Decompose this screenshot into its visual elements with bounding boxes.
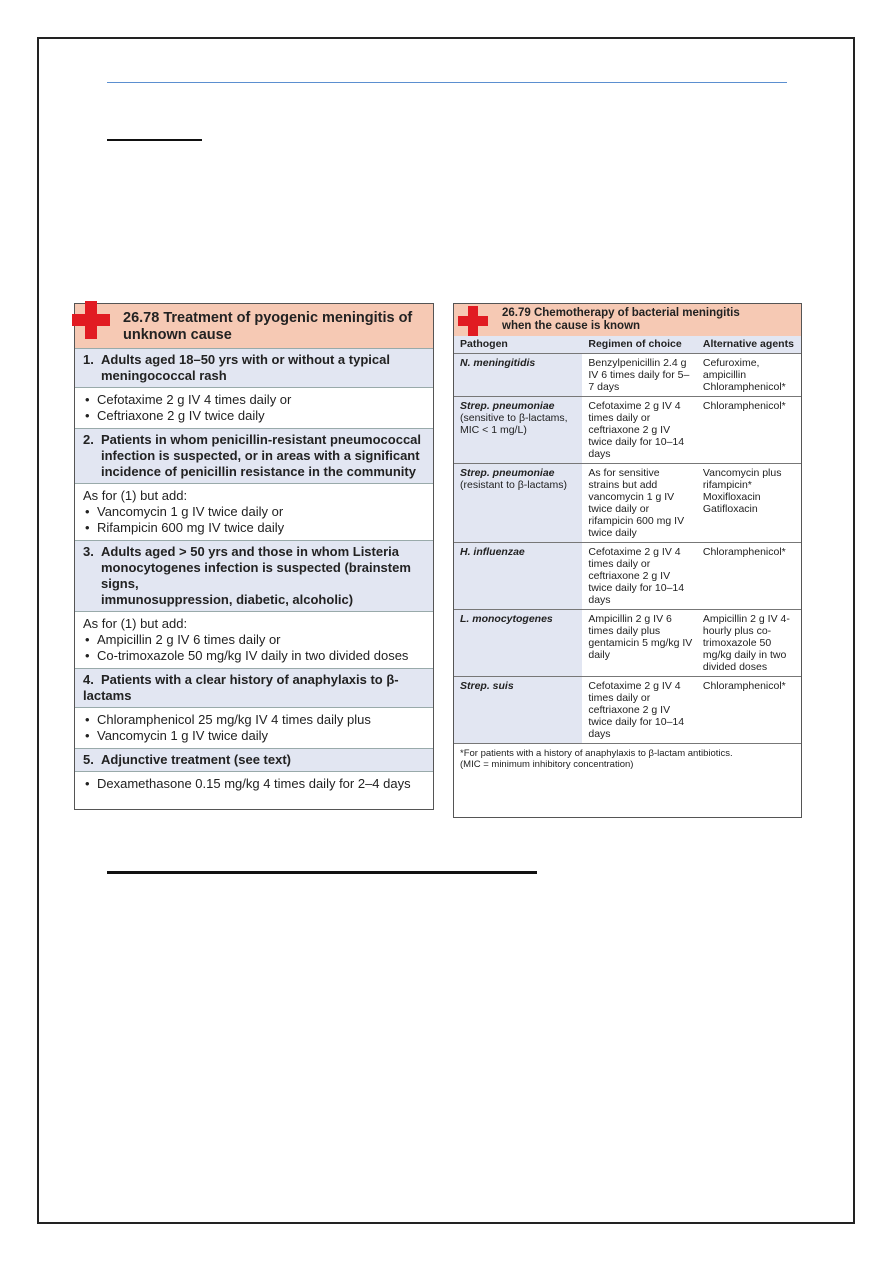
- section-body: [75, 387, 433, 428]
- section-number: 4.: [83, 672, 94, 687]
- treatment-table-unknown-cause: [74, 303, 434, 810]
- section-heading-text: Adults aged 18–50 yrs with or without a typical: [101, 352, 390, 367]
- heading-underline: [107, 871, 537, 874]
- list-item: • Cefotaxime 2 g IV 4 times daily or: [83, 392, 425, 408]
- list-item: • Ceftriaxone 2 g IV twice daily: [83, 408, 425, 424]
- red-cross-icon: [72, 301, 110, 339]
- column-header: Pathogen: [454, 336, 582, 354]
- list-item: • Vancomycin 1 g IV twice daily or: [83, 504, 425, 520]
- red-cross-icon: [458, 306, 488, 336]
- regimen-cell: Cefotaxime 2 g IV 4 times daily or ceftriaxone 2 g IV twice daily for 10–14 days: [582, 677, 697, 744]
- pathogen-cell: [454, 354, 582, 397]
- section-number: 1.: [83, 352, 94, 367]
- pathogen-name: N. meningitidis: [460, 357, 536, 369]
- table-title-line: 26.78 Treatment of pyogenic meningitis of: [123, 310, 413, 326]
- table-title-line: 26.79 Chemotherapy of bacterial meningitis: [502, 307, 740, 319]
- section-body: [75, 707, 433, 748]
- header-rule: [107, 82, 787, 83]
- alternative-cell: Chloramphenicol*: [697, 677, 801, 744]
- pathogen-cell: [454, 397, 582, 464]
- pathogen-qualifier: (sensitive to β-lactams, MIC < 1 mg/L): [460, 412, 568, 436]
- regimen-cell: As for sensitive strains but add vancomycin 1 g IV twice daily or rifampicin 600 mg IV twice daily: [582, 464, 697, 543]
- section-number: 5.: [83, 752, 94, 767]
- table-row: [454, 610, 801, 677]
- section-heading: [75, 540, 433, 611]
- section-heading-text: incidence of penicillin resistance in the community: [101, 464, 416, 479]
- pathogen-name: H. influenzae: [460, 546, 525, 558]
- footnote-line: *For patients with a history of anaphylaxis to β-lactam antibiotics.: [460, 748, 733, 759]
- pathogen-cell: [454, 677, 582, 744]
- table-title: [454, 304, 801, 336]
- pathogen-cell: [454, 610, 582, 677]
- pathogen-name: Strep. pneumoniae: [460, 467, 555, 479]
- section-body: [75, 611, 433, 668]
- list-item: • Ampicillin 2 g IV 6 times daily or: [83, 632, 425, 648]
- list-item: • Chloramphenicol 25 mg/kg IV 4 times daily plus: [83, 712, 425, 728]
- pathogen-name: L. monocytogenes: [460, 613, 553, 625]
- regimen-cell: Cefotaxime 2 g IV 4 times daily or ceftriaxone 2 g IV twice daily for 10–14 days: [582, 543, 697, 610]
- table-row: [454, 464, 801, 543]
- alternative-cell: Vancomycin plus rifampicin* Moxifloxacin Gatifloxacin: [697, 464, 801, 543]
- list-item: • Rifampicin 600 mg IV twice daily: [83, 520, 425, 536]
- list-item: • Dexamethasone 0.15 mg/kg 4 times daily for 2–4 days: [83, 776, 425, 792]
- chemotherapy-table: [454, 336, 801, 743]
- section-heading-text: Patients in whom penicillin-resistant pneumococcal: [101, 432, 422, 447]
- pathogen-cell: [454, 464, 582, 543]
- section-body: [75, 771, 433, 796]
- pathogen-name: Strep. pneumoniae: [460, 400, 555, 412]
- section-heading-text: infection is suspected, or in areas with a significant: [101, 448, 420, 463]
- alternative-cell: Cefuroxime, ampicillin Chloramphenicol*: [697, 354, 801, 397]
- section-heading-text: Adults aged > 50 yrs and those in whom Listeria: [101, 544, 399, 559]
- table-title: [75, 304, 433, 348]
- column-header: Regimen of choice: [582, 336, 697, 354]
- table-row: [454, 677, 801, 744]
- section-heading-text: Patients with a clear history of anaphylaxis to β-lactams: [83, 672, 399, 703]
- table-footnote: [454, 743, 801, 774]
- footnote-line: (MIC = minimum inhibitory concentration): [460, 759, 634, 770]
- section-heading: [75, 748, 433, 771]
- table-row: [454, 397, 801, 464]
- section-heading: [75, 668, 433, 707]
- section-heading: [75, 348, 433, 387]
- section-heading-text: Adjunctive treatment (see text): [101, 752, 291, 767]
- section-heading-text: immunosuppression, diabetic, alcoholic): [101, 592, 354, 607]
- section-heading-text: meningococcal rash: [101, 368, 227, 383]
- pathogen-cell: [454, 543, 582, 610]
- section-number: 2.: [83, 432, 94, 447]
- table-row: [454, 354, 801, 397]
- alternative-cell: Chloramphenicol*: [697, 543, 801, 610]
- pathogen-name: Strep. suis: [460, 680, 514, 692]
- heading-underline: [107, 139, 202, 141]
- alternative-cell: Chloramphenicol*: [697, 397, 801, 464]
- section-body: [75, 483, 433, 540]
- regimen-cell: Ampicillin 2 g IV 6 times daily plus gentamicin 5 mg/kg IV daily: [582, 610, 697, 677]
- section-heading: [75, 428, 433, 483]
- section-heading-text: monocytogenes infection is suspected (brainstem signs,: [101, 560, 411, 591]
- table-header-row: [454, 336, 801, 354]
- regimen-cell: Benzylpenicillin 2.4 g IV 6 times daily for 5–7 days: [582, 354, 697, 397]
- list-item: • Co-trimoxazole 50 mg/kg IV daily in two divided doses: [83, 648, 425, 664]
- chemotherapy-table-known-cause: [453, 303, 802, 818]
- pathogen-qualifier: (resistant to β-lactams): [460, 479, 567, 491]
- column-header: Alternative agents: [697, 336, 801, 354]
- section-number: 3.: [83, 544, 94, 559]
- table-row: [454, 543, 801, 610]
- alternative-cell: Ampicillin 2 g IV 4-hourly plus co-trimoxazole 50 mg/kg daily in two divided doses: [697, 610, 801, 677]
- regimen-cell: Cefotaxime 2 g IV 4 times daily or ceftriaxone 2 g IV twice daily for 10–14 days: [582, 397, 697, 464]
- table-title-line: unknown cause: [123, 327, 232, 343]
- section-lead: As for (1) but add:: [83, 616, 188, 631]
- section-lead: As for (1) but add:: [83, 488, 188, 503]
- list-item: • Vancomycin 1 g IV twice daily: [83, 728, 425, 744]
- table-title-line: when the cause is known: [502, 320, 641, 332]
